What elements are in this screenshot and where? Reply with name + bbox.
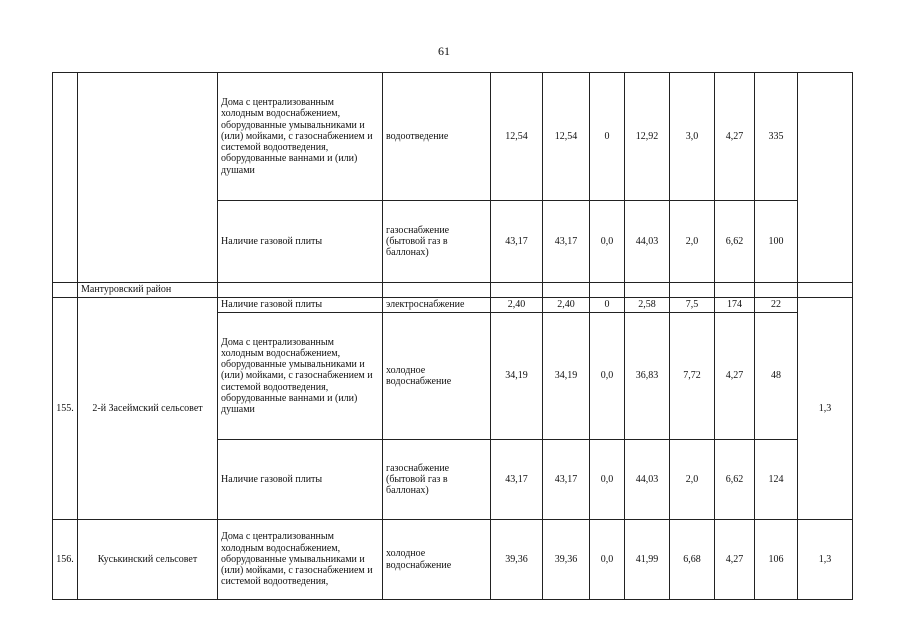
value-cell: 12,54 [543,73,590,201]
row-number-cell [53,283,78,298]
value-cell: 22 [755,298,798,313]
utility-type-cell: газоснабжение (бытовой газ в баллонах) [383,201,491,283]
value-cell: 7,5 [670,298,715,313]
row-number-cell [53,73,78,283]
housing-type-cell: Дома с централизованным холодным водоснабжением, оборудованные умывальниками и (или) мойками, с газоснабжением и системой водоотведения, [218,520,383,600]
value-cell: 174 [715,298,755,313]
utility-type-cell: электроснабжение [383,298,491,313]
district-name: Мантуровский район [78,283,218,298]
value-cell: 3,0 [670,73,715,201]
page-number: 61 [438,44,450,58]
value-cell: 6,68 [670,520,715,600]
housing-type-cell: Наличие газовой плиты [218,201,383,283]
utility-type-cell: газоснабжение (бытовой газ в баллонах) [383,440,491,520]
row-number-cell: 156. [53,520,78,600]
value-cell: 12,54 [491,73,543,201]
utility-type-cell: холодное водоснабжение [383,520,491,600]
value-cell: 0 [590,298,625,313]
housing-type-cell: Наличие газовой плиты [218,298,383,313]
settlement-cell [78,73,218,283]
value-cell: 44,03 [625,201,670,283]
housing-type-cell: Дома с централизованным холодным водоснабжением, оборудованные умывальниками и (или) мойками, с газоснабжением и системой водоотведения, оборудованные ваннами и (или) душами [218,313,383,440]
table-row [53,73,853,201]
value-cell: 100 [755,201,798,283]
coefficient-cell: 1,3 [798,298,853,520]
table-row [53,298,853,313]
value-cell: 2,0 [670,201,715,283]
district-row [53,283,853,298]
value-cell: 4,27 [715,313,755,440]
value-cell: 34,19 [543,313,590,440]
value-cell: 39,36 [543,520,590,600]
value-cell: 0,0 [590,201,625,283]
value-cell: 43,17 [543,201,590,283]
value-cell: 2,0 [670,440,715,520]
value-cell: 43,17 [491,440,543,520]
value-cell: 6,62 [715,440,755,520]
value-cell: 34,19 [491,313,543,440]
value-cell: 0 [590,73,625,201]
value-cell: 4,27 [715,520,755,600]
value-cell: 44,03 [625,440,670,520]
coefficient-cell: 1,3 [798,520,853,600]
settlement-cell: 2-й Засеймский сельсовет [78,298,218,520]
utility-type-cell: холодное водоснабжение [383,313,491,440]
housing-type-cell: Наличие газовой плиты [218,440,383,520]
value-cell: 36,83 [625,313,670,440]
value-cell: 0,0 [590,313,625,440]
value-cell: 41,99 [625,520,670,600]
value-cell: 4,27 [715,73,755,201]
value-cell: 0,0 [590,440,625,520]
value-cell: 43,17 [491,201,543,283]
tariff-table [52,72,853,600]
value-cell: 43,17 [543,440,590,520]
value-cell: 48 [755,313,798,440]
housing-type-cell: Дома с централизованным холодным водоснабжением, оборудованные умывальниками и (или) мойками, с газоснабжением и системой водоотведения, оборудованные ваннами и (или) душами [218,73,383,201]
table-row [53,520,853,600]
value-cell: 2,40 [491,298,543,313]
utility-type-cell: водоотведение [383,73,491,201]
value-cell: 7,72 [670,313,715,440]
value-cell: 12,92 [625,73,670,201]
value-cell: 0,0 [590,520,625,600]
coefficient-cell [798,73,853,283]
value-cell: 6,62 [715,201,755,283]
row-number-cell: 155. [53,298,78,520]
value-cell: 124 [755,440,798,520]
value-cell: 106 [755,520,798,600]
value-cell: 335 [755,73,798,201]
value-cell: 39,36 [491,520,543,600]
value-cell: 2,58 [625,298,670,313]
value-cell: 2,40 [543,298,590,313]
settlement-cell: Куськинский сельсовет [78,520,218,600]
